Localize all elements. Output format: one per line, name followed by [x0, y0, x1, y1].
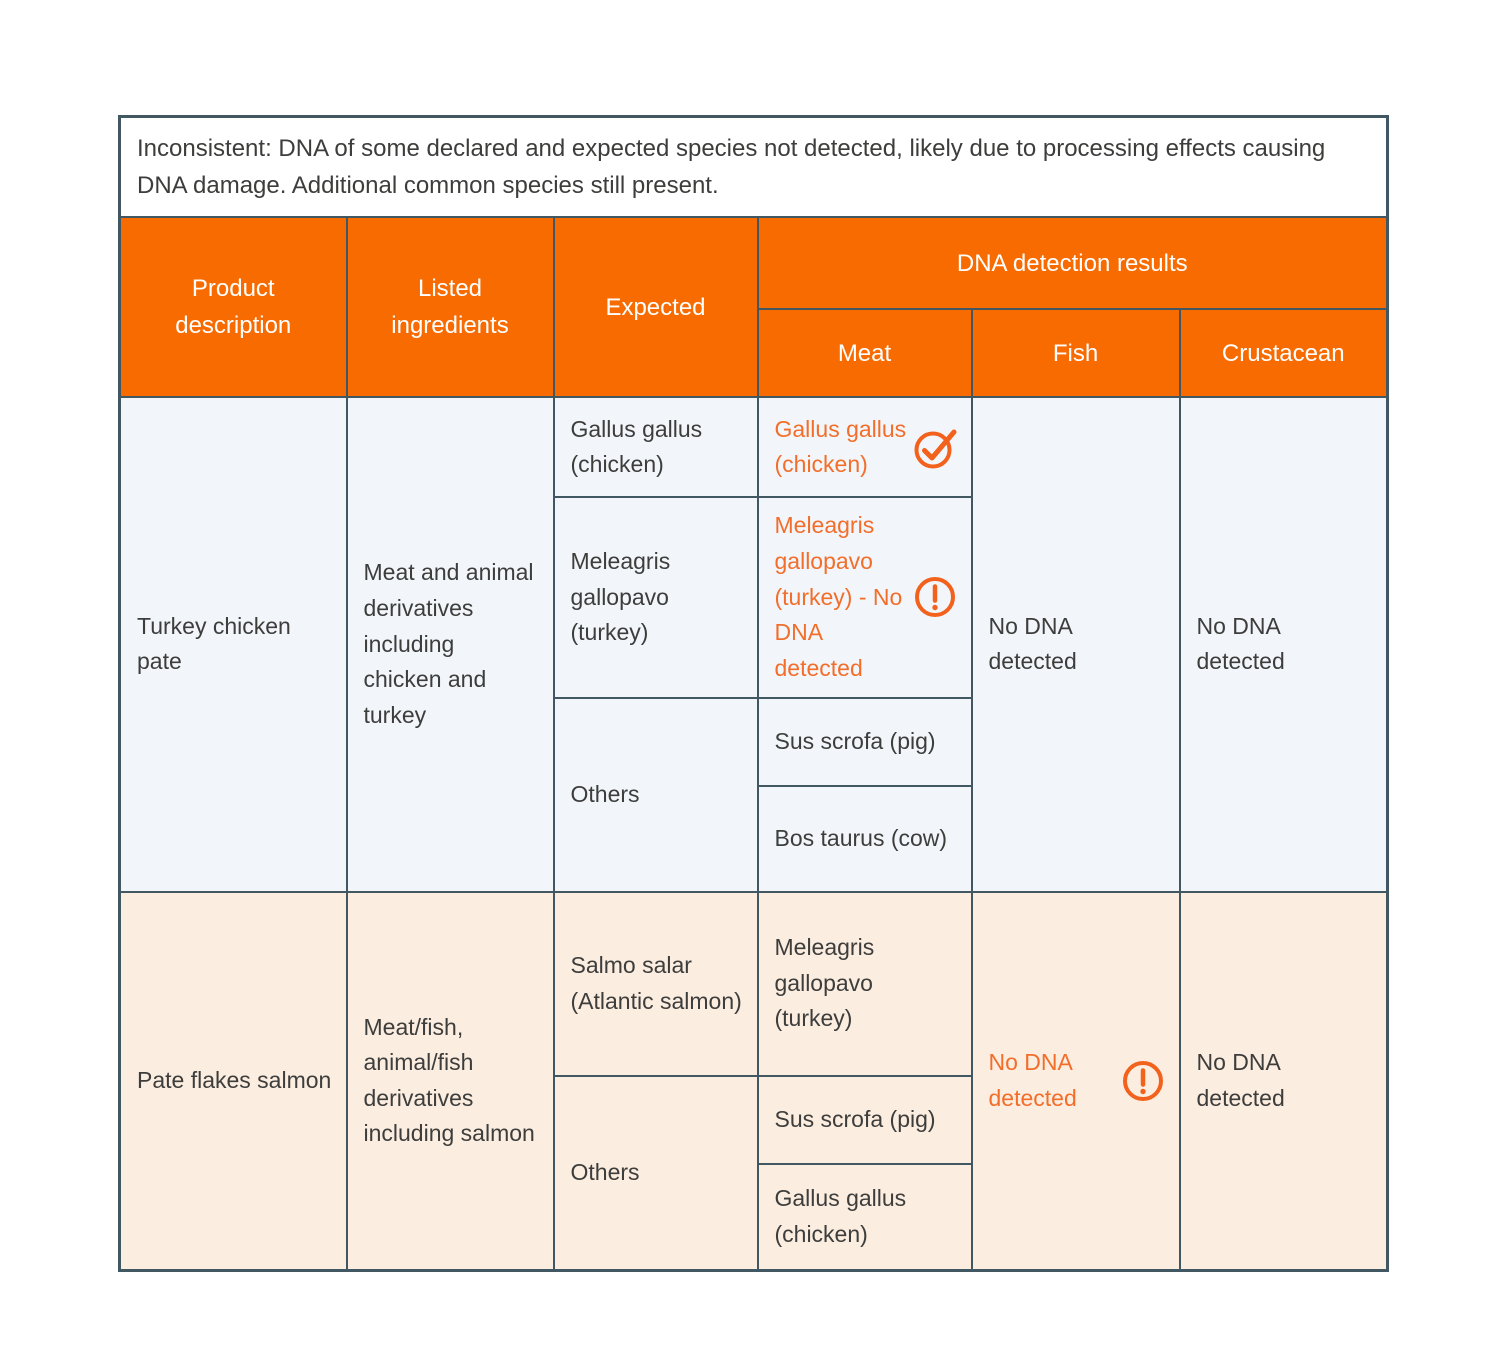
inconsistency-note: Inconsistent: DNA of some declared and expected species not detected, likely due to processing effects causing DNA damage. Additional common species still present. [120, 117, 1388, 218]
meat-result-text: Meleagris gallopavo (turkey) - No DNA detected [774, 512, 903, 681]
header-listed-ingredients: Listed ingredients [347, 217, 554, 397]
header-expected: Expected [554, 217, 758, 397]
ingredients-cell: Meat and animal derivatives including chicken and turkey [347, 397, 554, 891]
expected-species-cell: Gallus gallus (chicken) [554, 397, 758, 497]
dna-results-table [118, 115, 1389, 1272]
expected-species-cell: Salmo salar (Atlantic salmon) [554, 892, 758, 1076]
dna-results-panel [118, 115, 1386, 1272]
header-meat: Meat [758, 309, 972, 397]
check-circle-icon [913, 424, 957, 470]
header-row-top [120, 217, 1388, 309]
table-row [120, 892, 1388, 1076]
meat-result-cell [758, 497, 972, 697]
fish-result-text: No DNA detected [988, 1049, 1077, 1111]
fish-result-cell [972, 892, 1180, 1271]
meat-result-cell: Bos taurus (cow) [758, 786, 972, 892]
meat-result-text: Gallus gallus (chicken) [774, 415, 907, 478]
header-fish: Fish [972, 309, 1180, 397]
crustacean-result-cell: No DNA detected [1180, 397, 1388, 891]
header-product-description: Product description [120, 217, 347, 397]
expected-species-cell: Others [554, 1076, 758, 1271]
meat-result-cell [758, 397, 972, 497]
alert-circle-icon [1121, 1058, 1165, 1104]
ingredients-cell: Meat/fish, animal/fish derivatives including salmon [347, 892, 554, 1271]
meat-result-cell: Sus scrofa (pig) [758, 1076, 972, 1164]
note-row [120, 117, 1388, 218]
table-row [120, 397, 1388, 497]
header-dna-detection-results: DNA detection results [758, 217, 1388, 309]
meat-result-cell: Meleagris gallopavo (turkey) [758, 892, 972, 1076]
product-cell: Pate flakes salmon [120, 892, 347, 1271]
product-cell: Turkey chicken pate [120, 397, 347, 891]
expected-species-cell: Meleagris gallopavo (turkey) [554, 497, 758, 697]
header-crustacean: Crustacean [1180, 309, 1388, 397]
fish-result-cell: No DNA detected [972, 397, 1180, 891]
crustacean-result-cell: No DNA detected [1180, 892, 1388, 1271]
meat-result-cell: Sus scrofa (pig) [758, 698, 972, 786]
expected-species-cell: Others [554, 698, 758, 892]
alert-circle-icon [913, 574, 957, 620]
meat-result-cell: Gallus gallus (chicken) [758, 1164, 972, 1271]
